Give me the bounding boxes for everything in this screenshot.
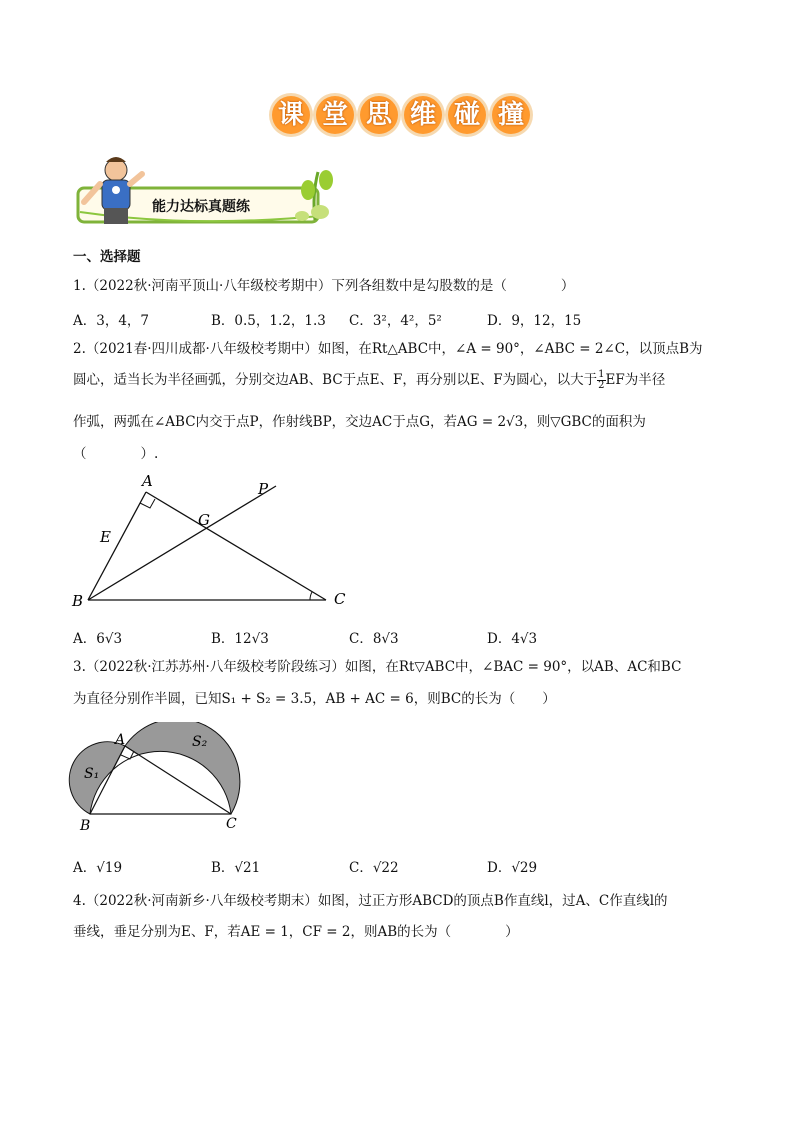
question-2-line-2a: 圆心，适当长为半径画弧，分别交边AB、BC于点E、F，再分别以E、F为圆心，以大于 (73, 372, 598, 388)
label-s2: S₂ (192, 734, 208, 750)
fraction-numerator: 1 (598, 369, 605, 380)
option-a: A．√19 (73, 860, 123, 876)
question-2-line-1: 2.（2021春·四川成都·八年级校考期中）如图，在Rt△ABC中，∠A = 90°，∠ABC = 2∠C，以顶点B为 (73, 341, 703, 357)
option-b: B．12√3 (211, 631, 269, 647)
question-2-line-4: （ ）. (73, 446, 159, 462)
question-2-line-2 (73, 369, 665, 391)
question-2-line-2b: EF为半径 (605, 372, 666, 388)
title-char: 课 (272, 96, 310, 134)
title-char: 碰 (448, 96, 486, 134)
question-4-line-1: 4.（2022秋·河南新乡·八年级校考期末）如图，过正方形ABCD的顶点B作直线l，过A、C作直线l的 (73, 893, 668, 909)
banner-graphic (70, 150, 340, 234)
option-c: C．8√3 (349, 631, 399, 647)
option-d: D．4√3 (487, 631, 538, 647)
semicircles-figure (68, 722, 258, 842)
fraction-denominator: 2 (598, 380, 605, 391)
label-p: P (258, 480, 269, 498)
question-2-line-3: 作弧，两弧在∠ABC内交于点P，作射线BP，交边AC于点G，若AG = 2√3，则▽GBC的面积为 (73, 414, 646, 430)
option-c: C．√22 (349, 860, 399, 876)
label-b: B (72, 592, 84, 610)
label-b: B (80, 818, 91, 834)
question-4-line-2: 垂线，垂足分别为E、F，若AE = 1，CF = 2，则AB的长为（ ） (73, 924, 519, 940)
option-a: A．6√3 (73, 631, 123, 647)
option-d: D．9，12，15 (487, 313, 582, 329)
option-c: C．3²，4²，5² (349, 313, 442, 329)
label-c: C (226, 816, 237, 832)
label-a: A (142, 472, 153, 490)
label-a: A (115, 732, 126, 748)
label-e: E (100, 528, 111, 546)
fraction (597, 370, 605, 391)
title-char: 维 (404, 96, 442, 134)
page-title (272, 96, 548, 140)
banner-label: 能力达标真题练 (152, 199, 250, 215)
title-char: 堂 (316, 96, 354, 134)
option-d: D．√29 (487, 860, 538, 876)
label-c: C (334, 590, 346, 608)
label-g: G (198, 511, 210, 529)
question-1: 1.（2022秋·河南平顶山·八年级校考期中）下列各组数中是勾股数的是（ ） (73, 278, 575, 294)
triangle-figure (60, 470, 360, 620)
question-3-line-2: 为直径分别作半圆，已知S₁ + S₂ = 3.5，AB + AC = 6，则BC的长为（ ） (73, 691, 556, 707)
option-a: A．3，4，7 (73, 313, 150, 329)
section-heading: 一、选择题 (73, 249, 141, 265)
option-b: B．√21 (211, 860, 261, 876)
option-b: B．0.5，1.2，1.3 (211, 313, 326, 329)
title-char: 思 (360, 96, 398, 134)
title-char: 撞 (492, 96, 530, 134)
question-3-line-1: 3.（2022秋·江苏苏州·八年级校考阶段练习）如图，在Rt▽ABC中，∠BAC = 90°，以AB、AC和BC (73, 659, 682, 675)
label-s1: S₁ (84, 766, 100, 782)
